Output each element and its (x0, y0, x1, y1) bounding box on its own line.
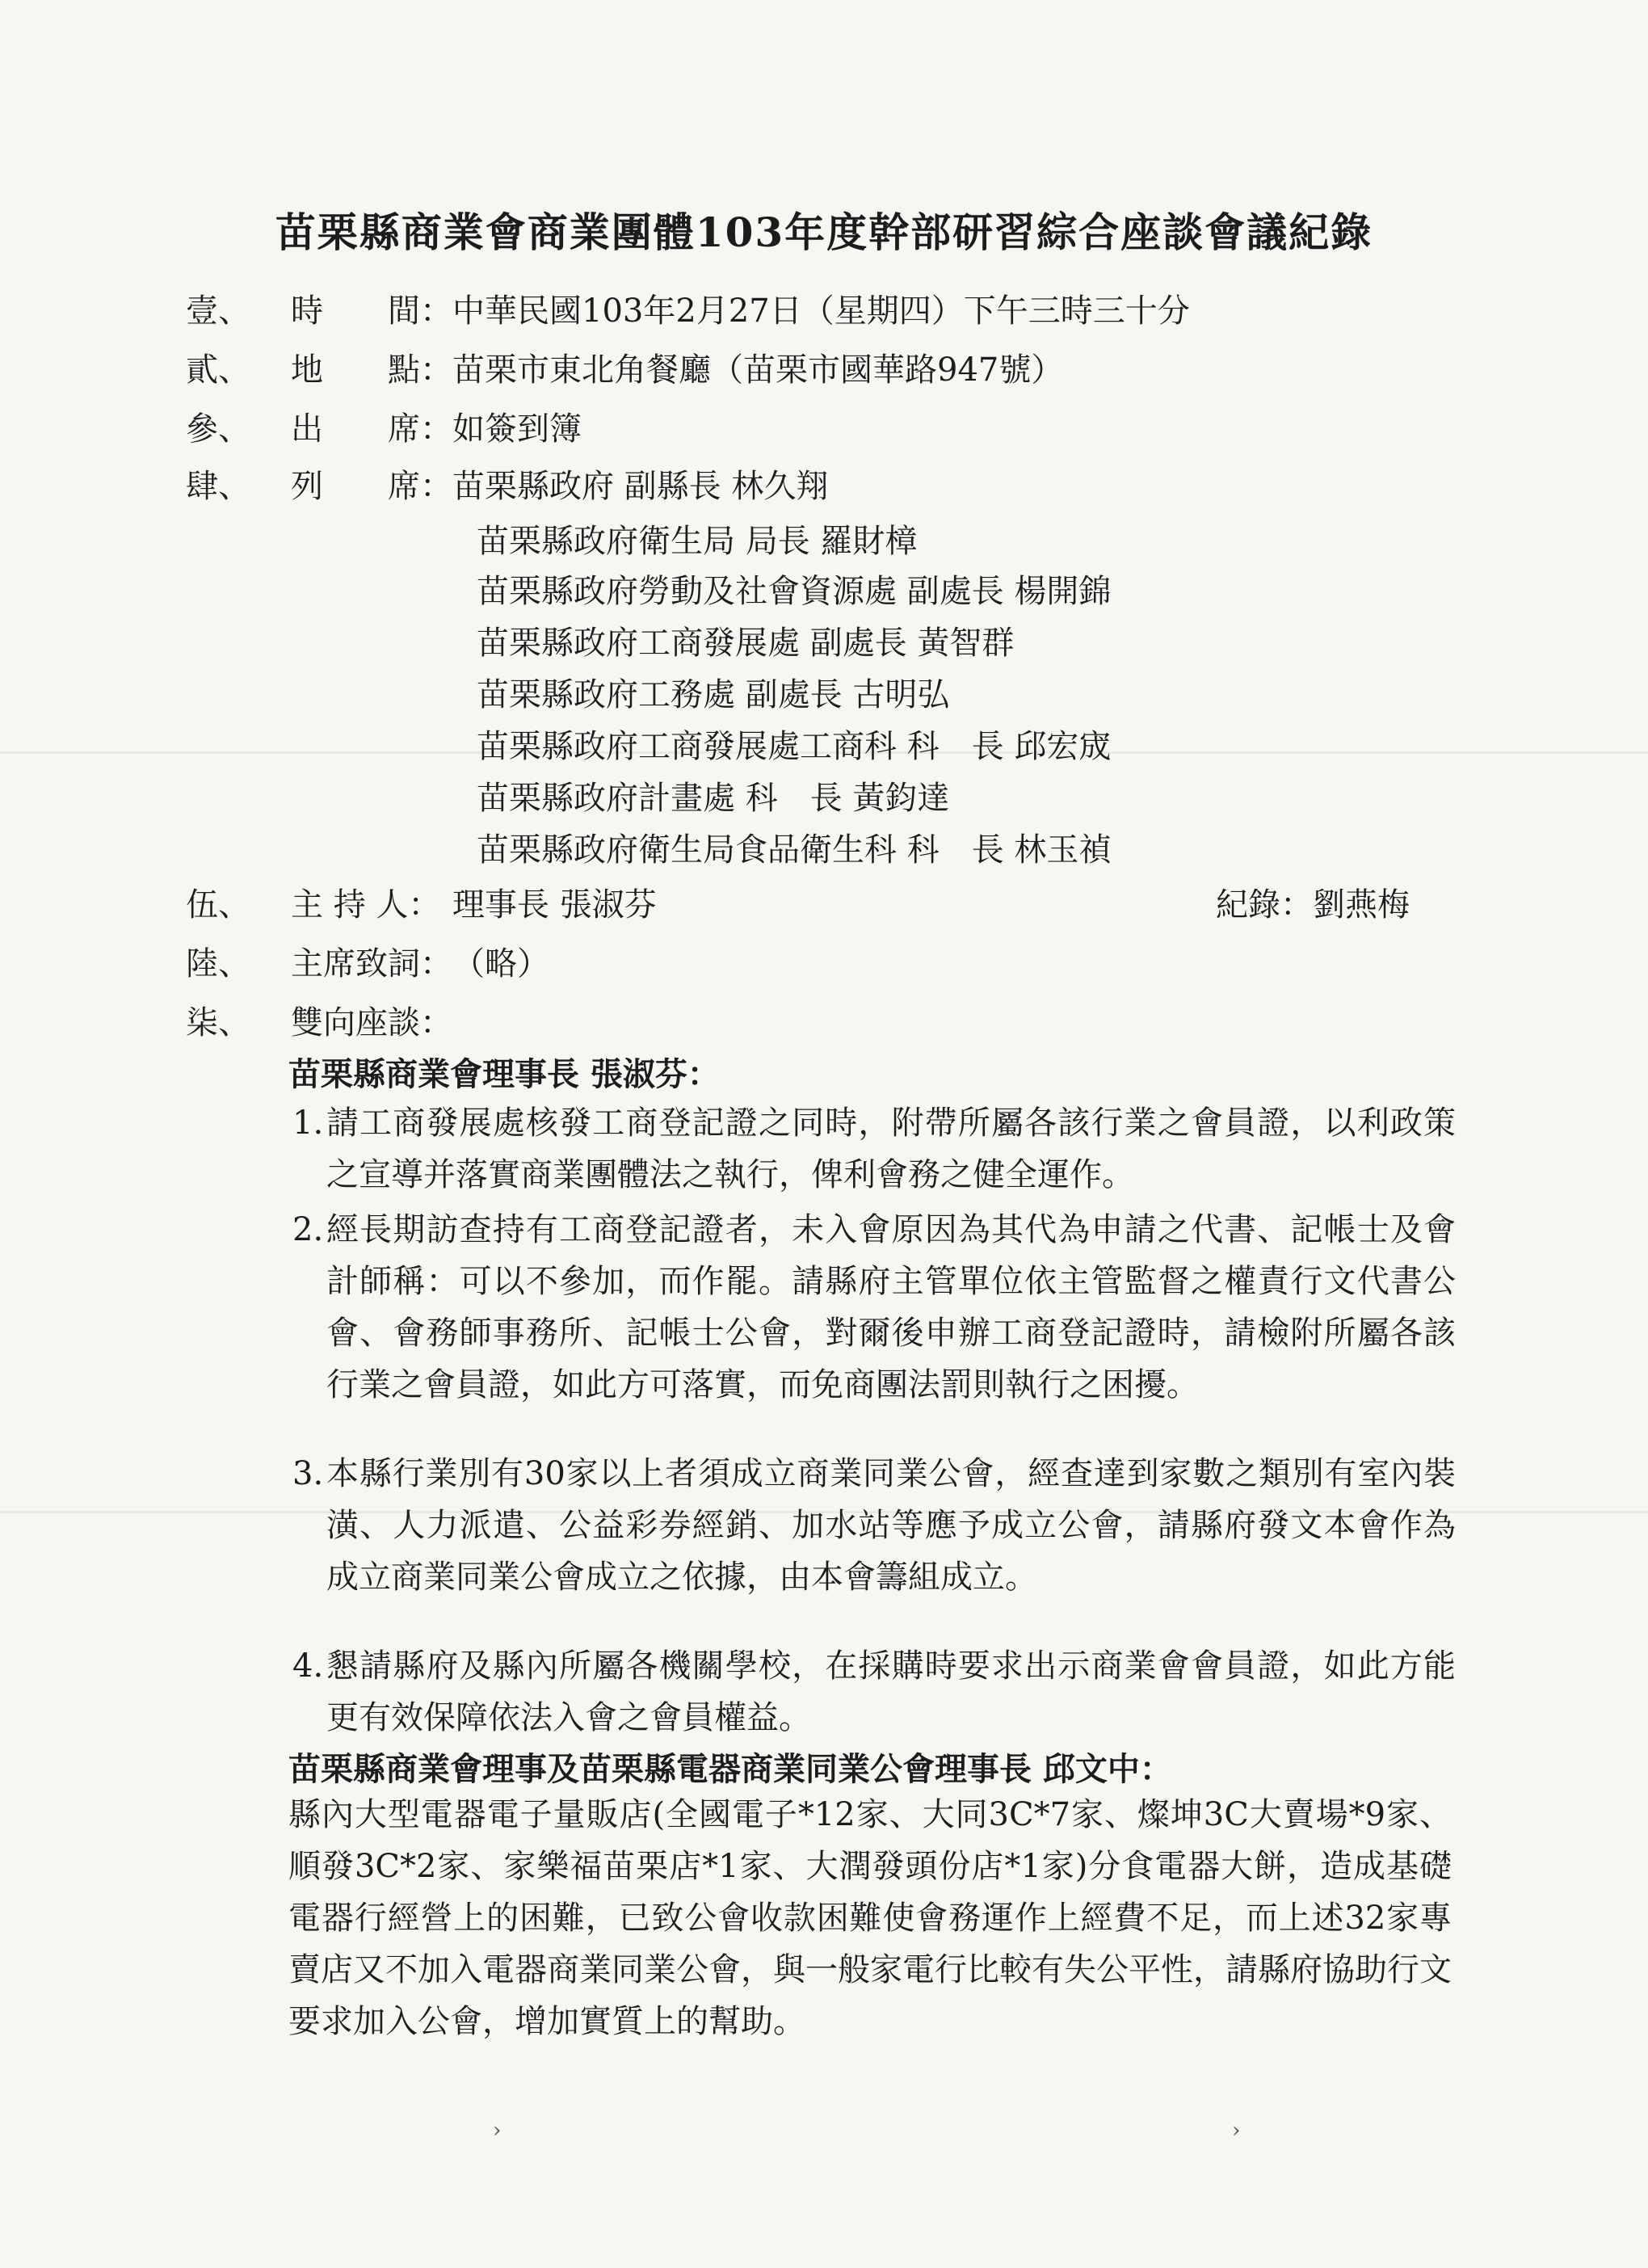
list-item: 4. 懇請縣府及縣內所屬各機關學校，在採購時要求出示商業會會員證，如此方能更有效保障依法入會之會員權益。 (292, 1647, 1456, 1736)
paragraph: 縣內大型電器電子量販店(全國電子*12家、大同3C*7家、燦坤3C大賣場*9家、順發3C*2家、家樂福苗栗店*1家、大潤發頭份店*1家)分食電器大餅，造成基礎電器行經營上的困難，已致公會收款困難使會務運作上經費不足，而上述32家專賣店又不加入電器商業同業公會，與一般家電行比較有失公平性，請縣府協助行文要求加入公會，增加實質上的幫助。 (288, 1796, 1452, 2040)
list-item: 3. 本縣行業別有30家以上者須成立商業同業公會，經查達到家數之類別有室內裝潢、人力派遣、公益彩券經銷、加水站等應予成立公會，請縣府發文本會作為成立商業同業公會成立之依據，由本會籌組成立。 (292, 1455, 1456, 1596)
recorder: 紀錄：劉燕梅 (1216, 886, 1410, 924)
list-item: 1. 請工商發展處核發工商登記證之同時，附帶所屬各該行業之會員證，以利政策之宣導并落實商業團體法之執行，俾利會務之健全運作。 (292, 1105, 1456, 1193)
attendee-line: 苗栗縣政府衛生局食品衛生科 科 長 林玉禎 (477, 831, 1112, 869)
meta-observers: 肆、 列 席：苗栗縣政府 副縣長 林久翔 (186, 468, 829, 505)
attendee-line: 苗栗縣政府計畫處 科 長 黃鈞達 (477, 780, 950, 817)
meta-speech: 陸、 主席致詞：（略） (186, 945, 549, 983)
meta-discussion: 柒、 雙向座談： (186, 1004, 452, 1041)
attendee-line: 苗栗縣政府工商發展處工商科 科 長 邱宏宬 (477, 728, 1112, 765)
attendee-line: 苗栗縣政府衛生局 局長 羅財樟 (477, 523, 918, 560)
document-title: 苗栗縣商業會商業團體103年度幹部研習綜合座談會議紀錄 (275, 208, 1373, 256)
meta-host: 伍、 主 持 人： 理事長 張淑芬 (186, 886, 657, 924)
scan-mark: › (493, 2119, 502, 2143)
attendee-line: 苗栗縣政府工務處 副處長 古明弘 (477, 676, 950, 713)
attendee-line: 苗栗縣政府工商發展處 副處長 黃智群 (477, 625, 1015, 662)
list-item: 2. 經長期訪查持有工商登記證者，未入會原因為其代為申請之代書、記帳士及會計師稱：可以不參加，而作罷。請縣府主管單位依主管監督之權責行文代書公會、會務師事務所、記帳士公會，對爾後申辦工商登記證時，請檢附所屬各該行業之會員證，如此方可落實，而免商團法罰則執行之困擾。 (292, 1211, 1456, 1403)
attendee-line: 苗栗縣政府勞動及社會資源處 副處長 楊開錦 (477, 573, 1112, 610)
speaker-heading: 苗栗縣商業會理事及苗栗縣電器商業同業公會理事長 邱文中： (288, 1750, 1172, 1788)
speaker-heading: 苗栗縣商業會理事長 張淑芬： (288, 1055, 720, 1093)
scan-mark: › (1232, 2119, 1241, 2143)
meta-place: 貳、 地 點：苗栗市東北角餐廳（苗栗市國華路947號） (186, 351, 1064, 389)
meta-time: 壹、 時 間：中華民國103年2月27日（星期四）下午三時三十分 (186, 292, 1190, 330)
meta-attendance: 參、 出 席：如簽到簿 (186, 410, 582, 448)
